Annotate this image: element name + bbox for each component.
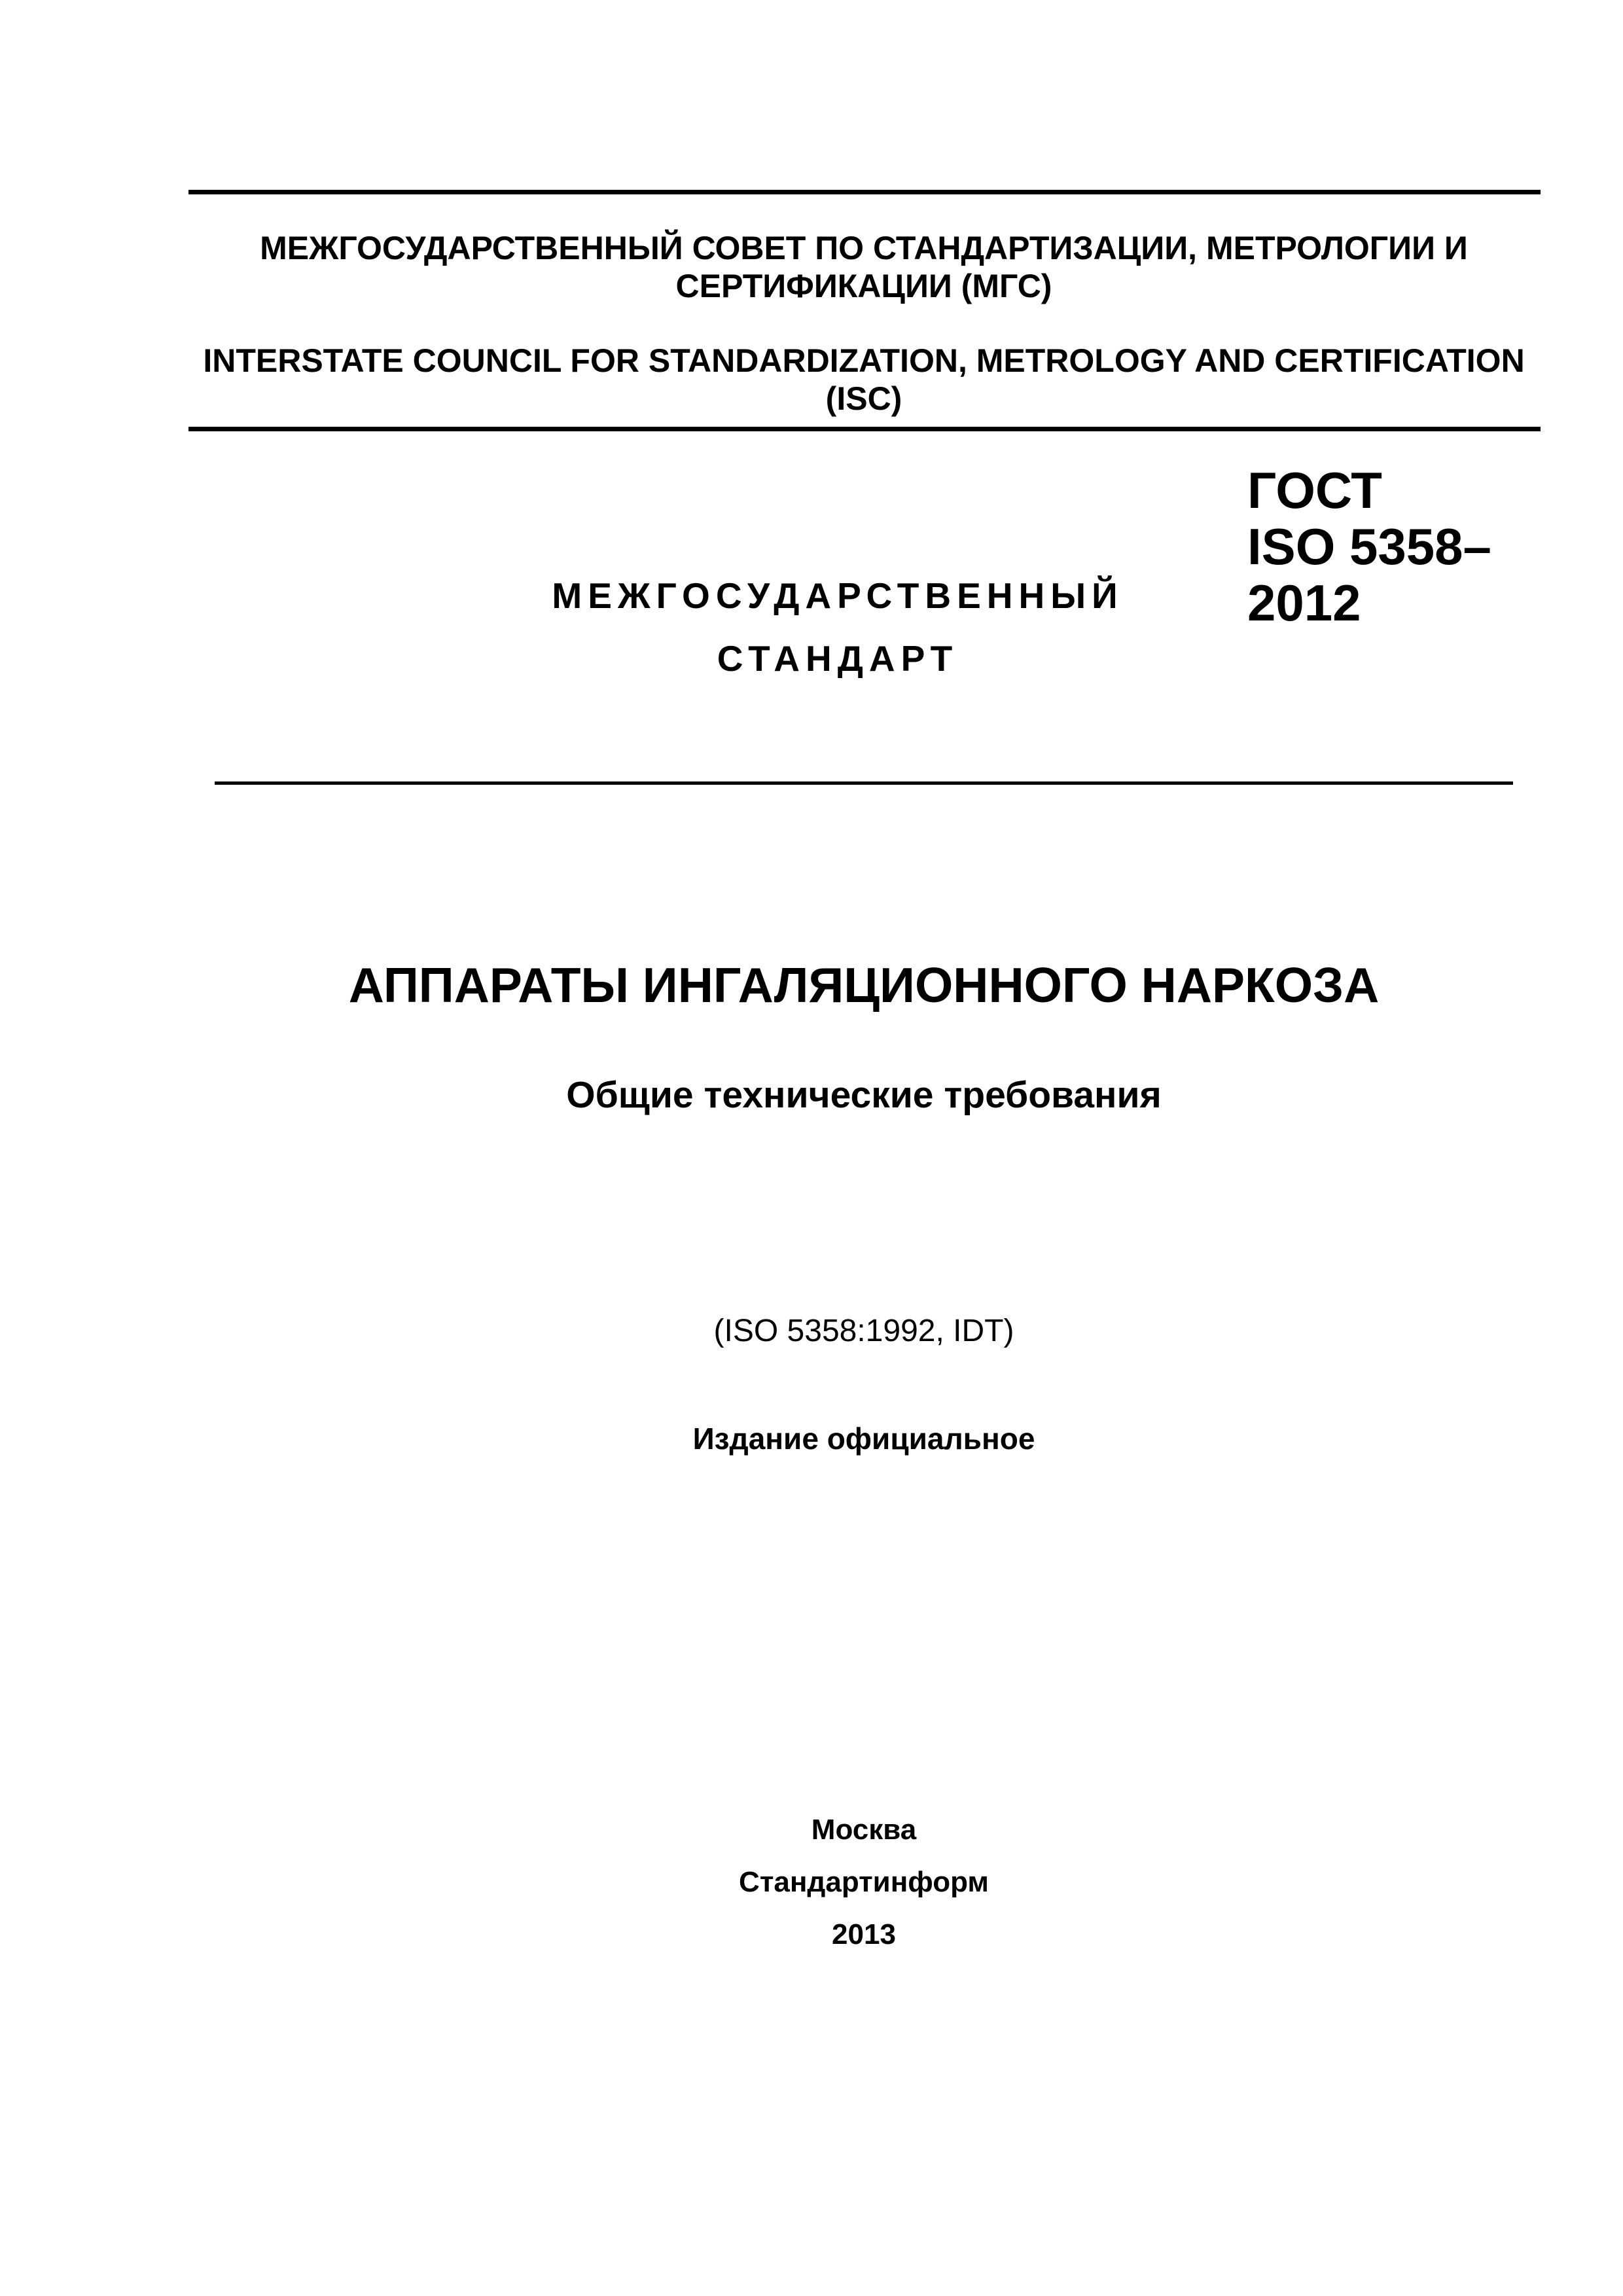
standard-code-line-2: ISO 5358– <box>1247 518 1491 575</box>
imprint-publisher: Стандартинформ <box>739 1866 989 1898</box>
standard-kind-line-2: СТАНДАРТ <box>717 638 959 679</box>
top-rule <box>188 190 1541 194</box>
council-en-line-2: (ISC) <box>825 380 902 417</box>
standard-kind-line-1: МЕЖГОСУДАРСТВЕННЫЙ <box>552 575 1124 616</box>
standard-code-line-1: ГОСТ <box>1247 461 1382 519</box>
edition-note: Издание официальное <box>692 1422 1035 1456</box>
imprint-year: 2013 <box>832 1918 896 1950</box>
header-bottom-rule <box>188 427 1541 431</box>
council-en-line-1: INTERSTATE COUNCIL FOR STANDARDIZATION, METROLOGY AND CERTIFICATION <box>203 342 1525 379</box>
council-name-en <box>190 342 1538 418</box>
document-subtitle: Общие технические требования <box>566 1074 1162 1116</box>
council-name-ru <box>190 229 1538 305</box>
council-ru-line-1: МЕЖГОСУДАРСТВЕННЫЙ СОВЕТ ПО СТАНДАРТИЗАЦИИ, МЕТРОЛОГИИ И <box>260 230 1468 266</box>
standard-code <box>1247 462 1588 631</box>
council-ru-line-2: СЕРТИФИКАЦИИ (МГС) <box>675 268 1052 304</box>
standard-kind <box>510 564 1165 690</box>
standard-block-rule <box>215 781 1513 785</box>
imprint-city: Москва <box>811 1814 917 1846</box>
standard-code-line-3: 2012 <box>1247 574 1361 632</box>
iso-reference: (ISO 5358:1992, IDT) <box>713 1314 1014 1348</box>
imprint <box>190 1804 1538 1961</box>
document-title: АППАРАТЫ ИНГАЛЯЦИОННОГО НАРКОЗА <box>348 958 1380 1013</box>
